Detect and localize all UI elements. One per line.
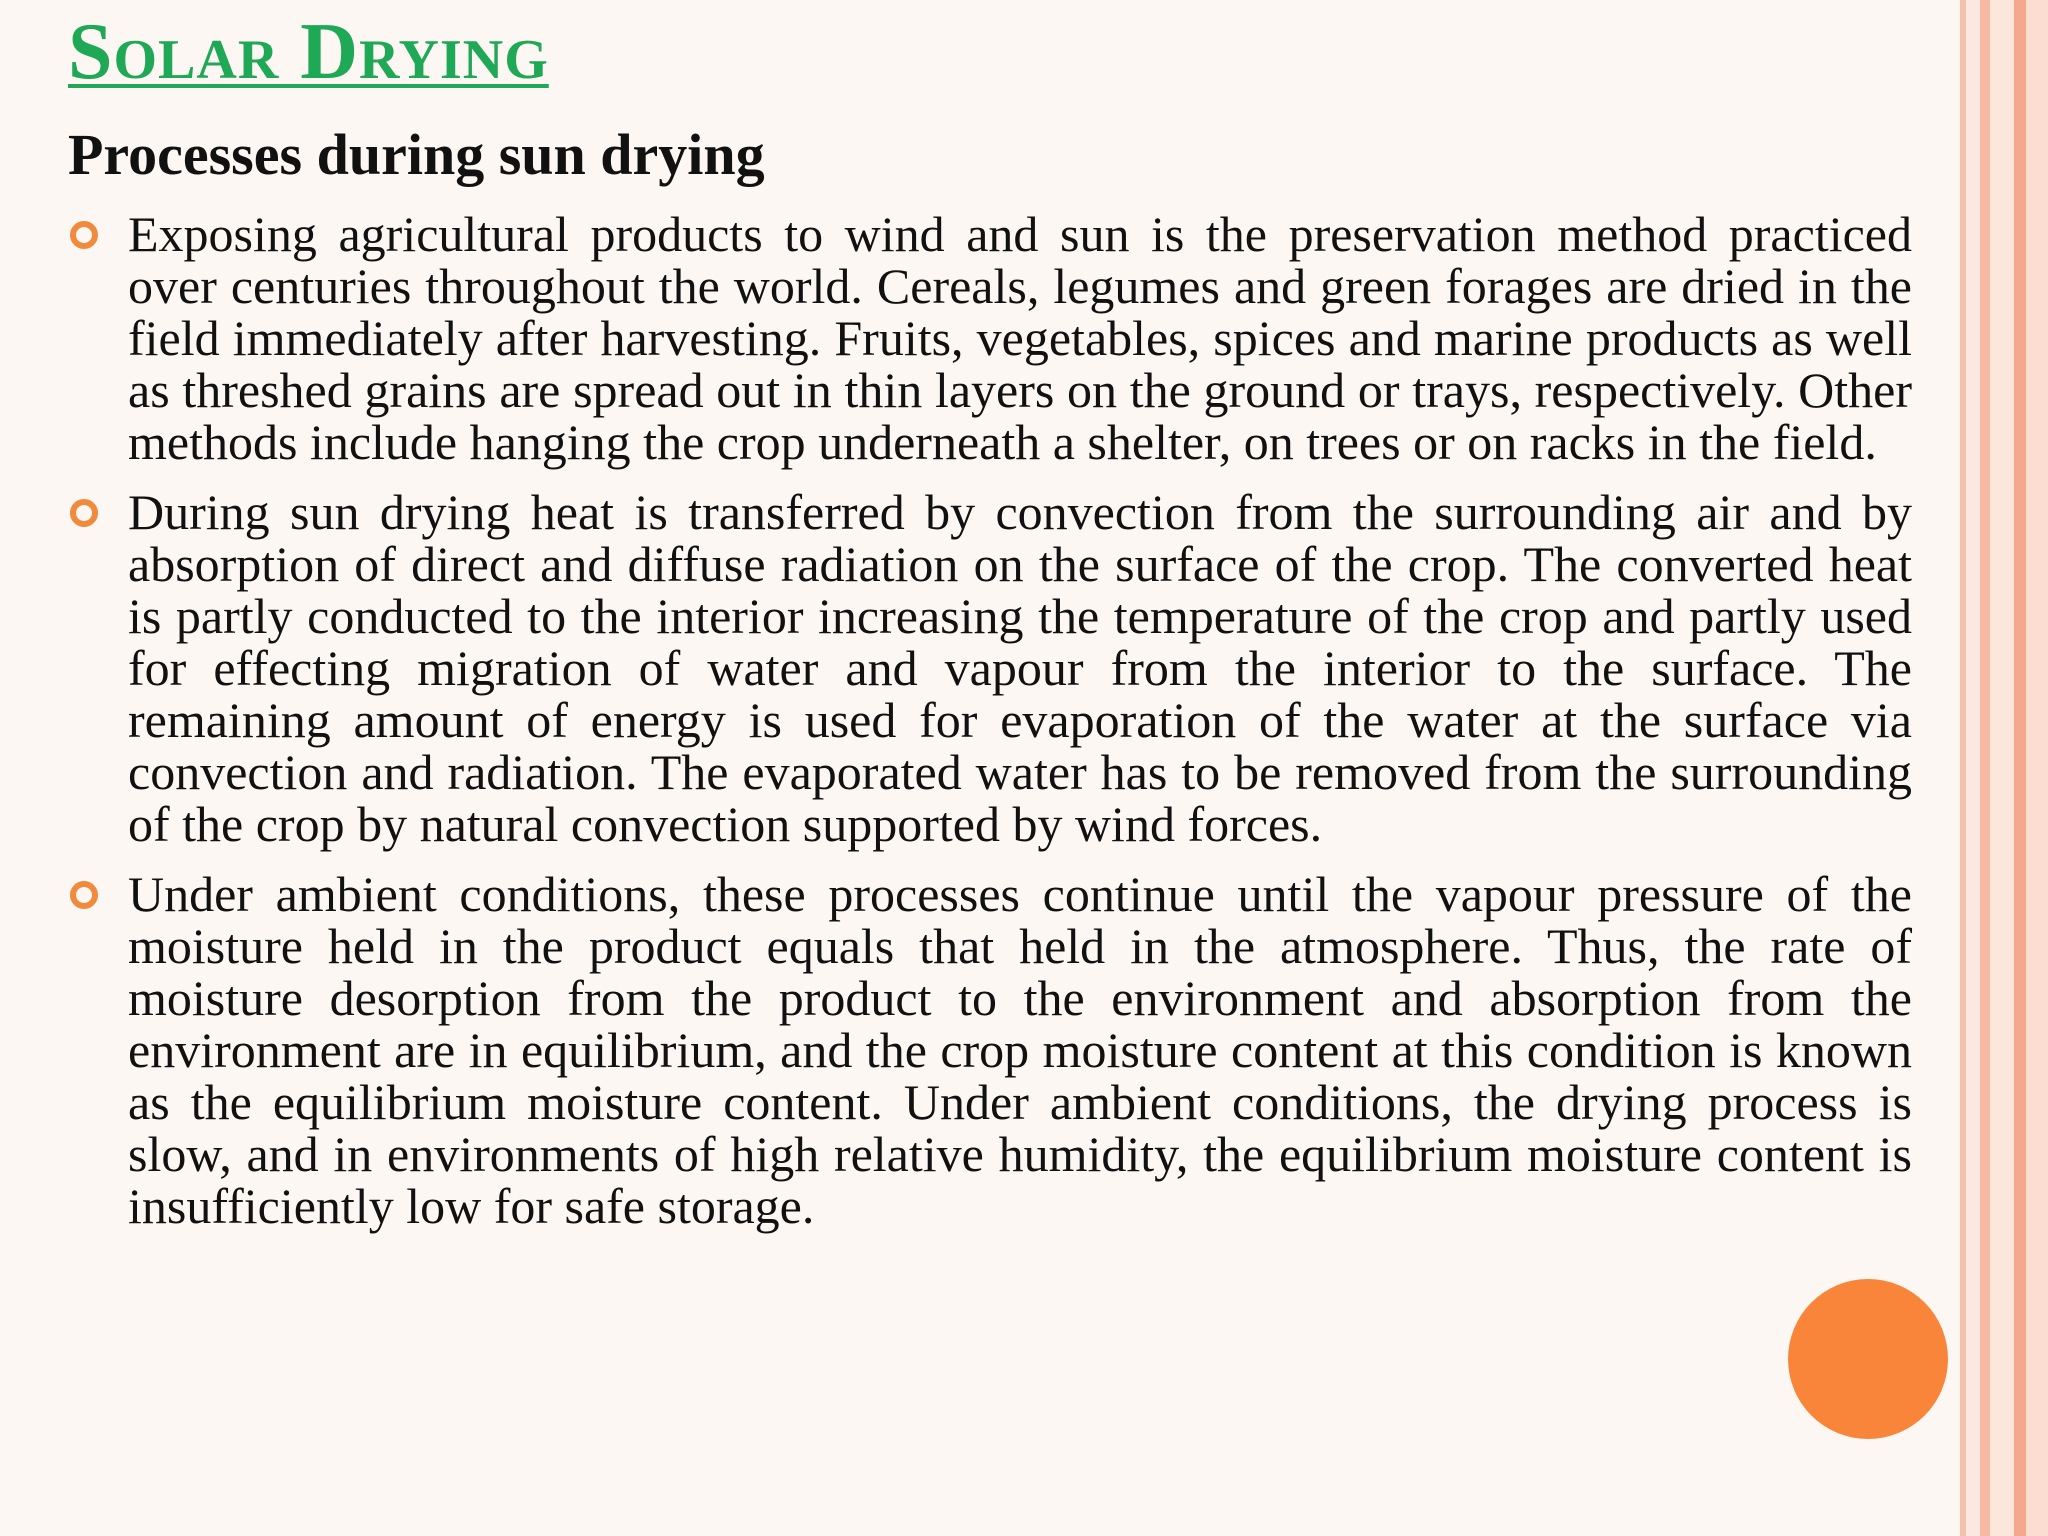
right-border-stripe [2026, 0, 2048, 1536]
slide-subtitle: Processes during sun drying [68, 122, 765, 187]
bullet-item [128, 486, 1912, 850]
bullet-circle-icon [70, 221, 98, 249]
bullet-item [128, 208, 1912, 468]
slide-title: Solar Drying [68, 8, 549, 96]
right-border-stripe [1966, 0, 1980, 1536]
bullet-circle-icon [70, 499, 98, 527]
bullet-list [0, 208, 1960, 1250]
bullet-text: Exposing agricultural products to wind and sun is the preservation method practiced over centuries throughout the world. Cereals, legumes and green forages are dried in the field immediately after harvesting. Fruits, vegetables, spices and marine products as well as threshed grains are spread out in thin layers on the ground or trays, respectively. Other methods include hanging the crop underneath a shelter, on trees or on racks in the field. [128, 206, 1912, 470]
bullet-text: Under ambient conditions, these processes continue until the vapour pressure of the moisture held in the product equals that held in the atmosphere. Thus, the rate of moisture desorption from the product to the environment and absorption from the environment are in equilibrium, and the crop moisture content at this condition is known as the equilibrium moisture content. Under ambient conditions, the drying process is slow, and in environments of high relative humidity, the equilibrium moisture content is insufficiently low for safe storage. [128, 866, 1912, 1234]
right-border-stripe [1980, 0, 1990, 1536]
bullet-item [128, 868, 1912, 1232]
bullet-circle-icon [70, 881, 98, 909]
bullet-text: During sun drying heat is transferred by convection from the surrounding air and by absorption of direct and diffuse radiation on the surface of the crop. The converted heat is partly conducted to the interior increasing the temperature of the crop and partly used for effecting migration of water and vapour from the interior to the surface. The remaining amount of energy is used for evaporation of the water at the surface via convection and radiation. The evaporated water has to be removed from the surrounding of the crop by natural convection supported by wind forces. [128, 484, 1912, 852]
right-border-stripe [1990, 0, 2014, 1536]
pointer-dot-icon [1788, 1279, 1948, 1439]
right-border-stripe [2014, 0, 2026, 1536]
